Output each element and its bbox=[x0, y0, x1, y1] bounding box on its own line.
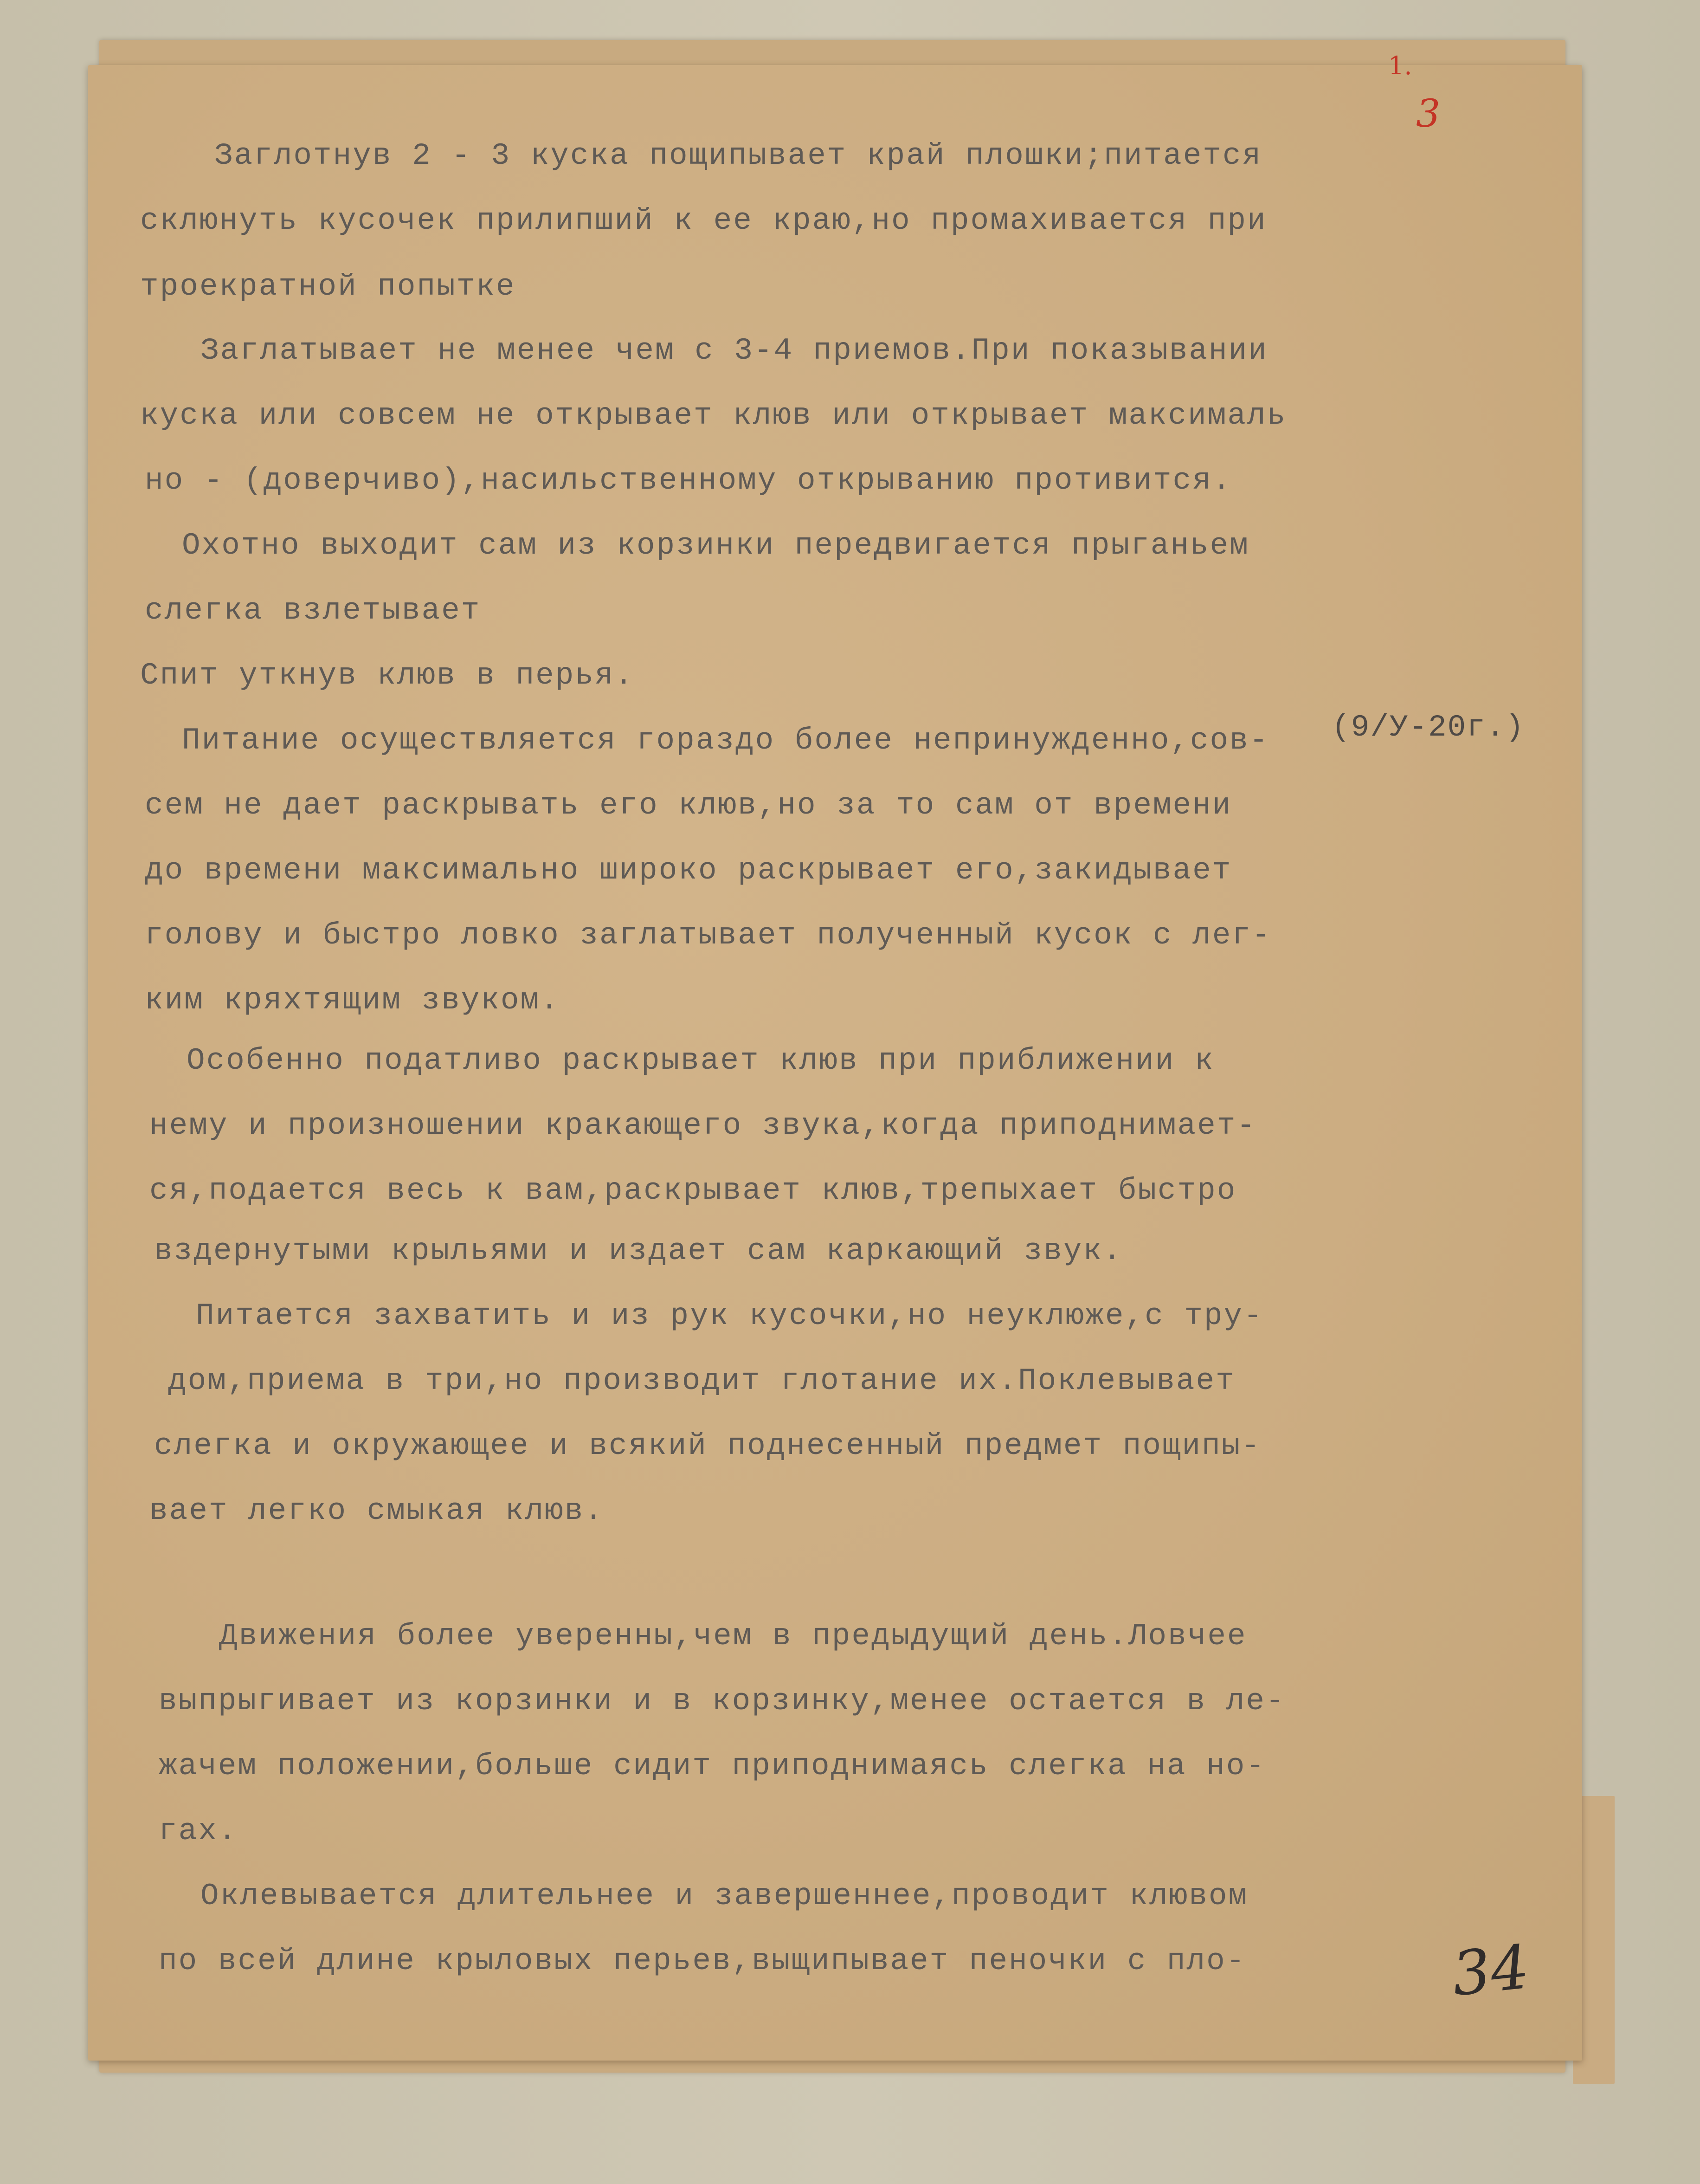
text-line: жачем положении,больше сидит приподнимаясь слегка на но- bbox=[159, 1749, 1266, 1783]
text-line: Охотно выходит сам из корзинки передвигается прыганьем bbox=[182, 528, 1249, 563]
text-line: Спит уткнув клюв в перья. bbox=[140, 658, 635, 693]
text-line: Движения более уверенны,чем в предыдущий день.Ловчее bbox=[219, 1619, 1247, 1654]
text-line: сем не дает раскрывать его клюв,но за то сам от времени bbox=[145, 788, 1232, 823]
text-line: Питание осуществляется гораздо более непринужденно,сов- bbox=[182, 723, 1269, 758]
text-line: по всей длине крыловых перьев,выщипывает пеночки с пло- bbox=[159, 1944, 1246, 1978]
text-line: ким кряхтящим звуком. bbox=[145, 983, 560, 1018]
text-line: слегка и окружающее и всякий поднесенный предмет пощипы- bbox=[154, 1428, 1261, 1463]
text-line: гах. bbox=[159, 1814, 238, 1848]
text-line: вздернутыми крыльями и издает сам каркающий звук. bbox=[154, 1234, 1123, 1268]
text-line: голову и быстро ловко заглатывает полученный кусок с лег- bbox=[145, 918, 1272, 953]
text-line: но - (доверчиво),насильственному открыванию противится. bbox=[145, 463, 1232, 498]
text-line: до времени максимально широко раскрывает его,закидывает bbox=[145, 853, 1232, 888]
text-line: нему и произношении кракающего звука,когда приподнимает- bbox=[149, 1108, 1256, 1143]
archive-mark: 1. bbox=[1388, 51, 1412, 80]
text-line: куска или совсем не открывает клюв или открывает максималь bbox=[140, 398, 1287, 433]
folio-number-red: 3 bbox=[1416, 92, 1441, 136]
text-line: выпрыгивает из корзинки и в корзинку,менее остается в ле- bbox=[159, 1684, 1286, 1719]
text-line: слегка взлетывает bbox=[145, 593, 481, 628]
text-line: ся,подается весь к вам,раскрывает клюв,трепыхает быстро bbox=[149, 1173, 1237, 1208]
text-line: вает легко смыкая клюв. bbox=[149, 1493, 604, 1528]
text-line: троекратной попытке bbox=[140, 269, 516, 304]
margin-date-note: (9/У-20г.) bbox=[1332, 710, 1525, 745]
text-line: Питается захватить и из рук кусочки,но неуклюже,с тру- bbox=[196, 1299, 1263, 1333]
folio-number-handwritten: 34 bbox=[1449, 1931, 1533, 2010]
text-line: Особенно податливо раскрывает клюв при приближении к bbox=[187, 1043, 1215, 1078]
text-line: дом,приема в три,но производит глотание их.Поклевывает bbox=[168, 1363, 1236, 1398]
text-line: Оклевывается длительнее и завершеннее,проводит клювом bbox=[200, 1879, 1249, 1913]
text-line: склюнуть кусочек прилипший к ее краю,но промахивается при bbox=[140, 203, 1267, 238]
text-line: Заглотнув 2 - 3 куска пощипывает край плошки;питается bbox=[214, 138, 1262, 173]
text-line: Заглатывает не менее чем с 3-4 приемов.При показывании bbox=[200, 333, 1268, 368]
